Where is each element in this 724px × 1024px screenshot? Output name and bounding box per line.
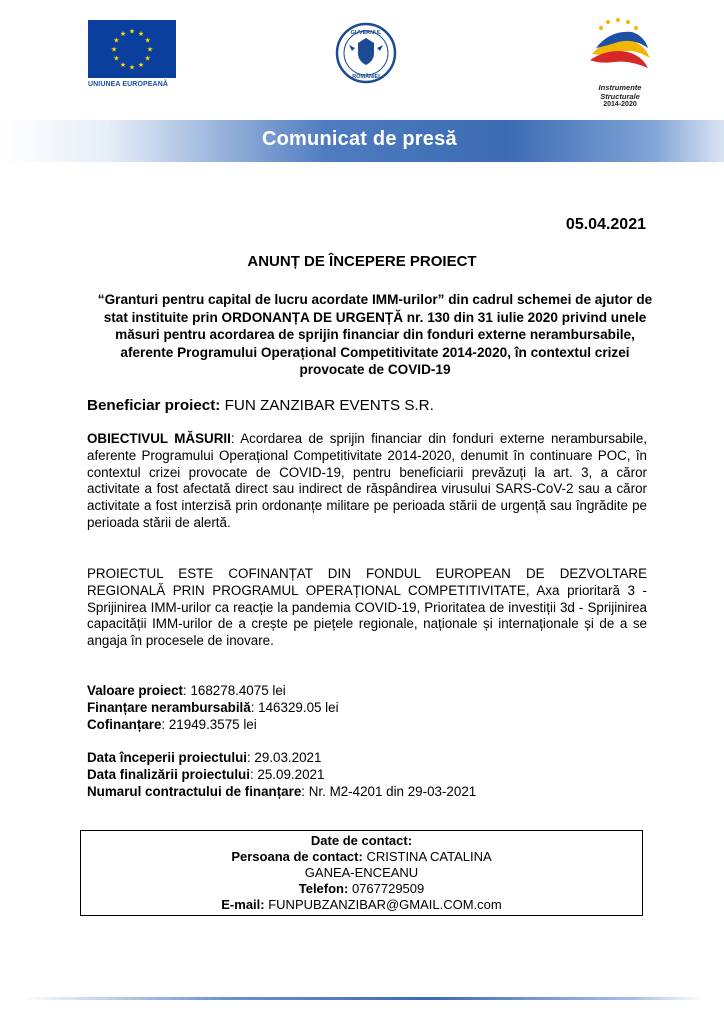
eu-logo	[88, 20, 178, 88]
contact-person-label: Persoana de contact:	[231, 849, 363, 864]
government-logo	[335, 22, 397, 84]
document-heading: ANUNȚ DE ÎNCEPERE PROIECT	[247, 253, 477, 270]
financing-label: Cofinanțare	[87, 717, 162, 732]
eu-star-icon: ★	[137, 30, 145, 38]
contact-phone	[81, 881, 642, 897]
date-value: : Nr. M2-4201 din 29-03-2021	[301, 784, 477, 799]
date-label: Data finalizării proiectului	[87, 767, 250, 782]
eu-star-icon: ★	[119, 30, 127, 38]
financing-value: : 146329.05 lei	[250, 700, 339, 715]
date-value: : 25.09.2021	[249, 767, 325, 782]
contact-person-value: CRISTINA CATALINA	[362, 849, 492, 864]
eu-star-icon: ★	[110, 46, 118, 54]
project-subtitle: “Granturi pentru capital de lucru acordate IMM-urilor” din cadrul schemei de ajutor de stat instituite prin ORDONANȚA DE URGENȚĂ nr. 130 din 31 iulie 2020 privind unele măsuri pentru acordarea de sprijin financiar din fonduri externe nerambursabile, aferente Programului Operațional Competitivitate 2014-2020, în contextul crizei provocate de COVID-19	[97, 292, 653, 378]
eu-star-icon: ★	[137, 62, 145, 70]
financing-label: Finanțare nerambursabilă	[87, 700, 251, 715]
contact-box	[80, 830, 643, 916]
financing-row	[87, 682, 339, 699]
financing-value: : 21949.3575 lei	[161, 717, 257, 732]
contact-email-value[interactable]: FUNPUBZANZIBAR@GMAIL.COM.com	[264, 897, 502, 912]
contact-email	[81, 897, 642, 913]
financing-block	[87, 682, 339, 733]
eu-flag-icon	[88, 20, 176, 78]
beneficiary-value: FUN ZANZIBAR EVENTS S.R.	[224, 397, 434, 414]
eu-star-icon: ★	[144, 37, 151, 45]
instrumente-structurale-logo	[578, 14, 662, 108]
eu-star-icon: ★	[146, 46, 154, 54]
eu-star-icon: ★	[128, 28, 136, 36]
eu-star-icon: ★	[113, 55, 120, 63]
eu-star-icon: ★	[128, 64, 136, 72]
footer-divider	[20, 997, 704, 1000]
dates-block	[87, 749, 476, 800]
beneficiary-label: Beneficiar proiect:	[87, 397, 221, 414]
beneficiary-line	[87, 397, 434, 414]
date-row	[87, 783, 476, 800]
contact-phone-value: 0767729509	[348, 881, 425, 896]
eu-star-icon: ★	[113, 37, 120, 45]
is-years: 2014-2020	[603, 101, 637, 108]
date-row	[87, 766, 476, 783]
financing-row	[87, 699, 339, 716]
eu-star-icon: ★	[119, 62, 127, 70]
objective-label: OBIECTIVUL MĂSURII	[87, 431, 231, 446]
press-banner	[0, 120, 724, 162]
date-label: Data începerii proiectului	[87, 750, 247, 765]
is-caption: Instrumente Structurale	[598, 83, 642, 101]
contact-title: Date de contact:	[310, 833, 413, 848]
contact-email-label: E-mail:	[221, 897, 265, 912]
eu-star-icon: ★	[144, 55, 151, 63]
objective-text: : Acordarea de sprijin financiar din fonduri externe nerambursabile, aferente Programului Operațional Competitivitate 2014-2020, denumit în continuare POC, în contextul crizei provocate de COVID-19, pentru beneficiarii prevăzuți la art. 3, a căror activitate a fost afectată direct sau indirect de răspândirea virusului SARS-CoV-2 sau a căror activitate a fost interzisă prin ordonanțe militare pe perioada stării de urgență sau îngrădite pe perioada stării de alertă.	[87, 431, 647, 530]
contact-phone-label: Telefon:	[298, 881, 349, 896]
gov-text-bottom: ROMÂNIEI	[352, 74, 380, 80]
date-label: Numarul contractului de finanțare	[87, 784, 302, 799]
objective-paragraph	[87, 431, 647, 532]
eu-caption: UNIUNEA EUROPEANĂ	[88, 81, 169, 88]
cofinancing-paragraph: PROIECTUL ESTE COFINANȚAT DIN FONDUL EUROPEAN DE DEZVOLTARE REGIONALĂ PRIN PROGRAMUL OPERAȚIONAL COMPETITIVITATE, Axa prioritară 3 - Sprijinirea IMM-urilor ca reacție la pandemia COVID-19, Prioritatea de investiții 3d - Sprijinirea capacității IMM-urilor de a crește pe piețele regionale, naționale și internaționale și de a se angaja în procesele de inovare.	[87, 566, 647, 649]
contact-person	[81, 849, 642, 865]
document-date: 05.04.2021	[565, 216, 646, 233]
contact-person-cont: GANEA-ENCEANU	[304, 865, 419, 880]
date-value: : 29.03.2021	[246, 750, 322, 765]
gov-text-top: GUVERNUL	[350, 30, 382, 36]
financing-label: Valoare proiect	[87, 683, 184, 698]
banner-title: Comunicat de presă	[262, 128, 457, 150]
instrumente-structurale-icon	[578, 14, 662, 76]
financing-row	[87, 716, 339, 733]
date-row	[87, 749, 476, 766]
financing-value: : 168278.4075 lei	[183, 683, 286, 698]
